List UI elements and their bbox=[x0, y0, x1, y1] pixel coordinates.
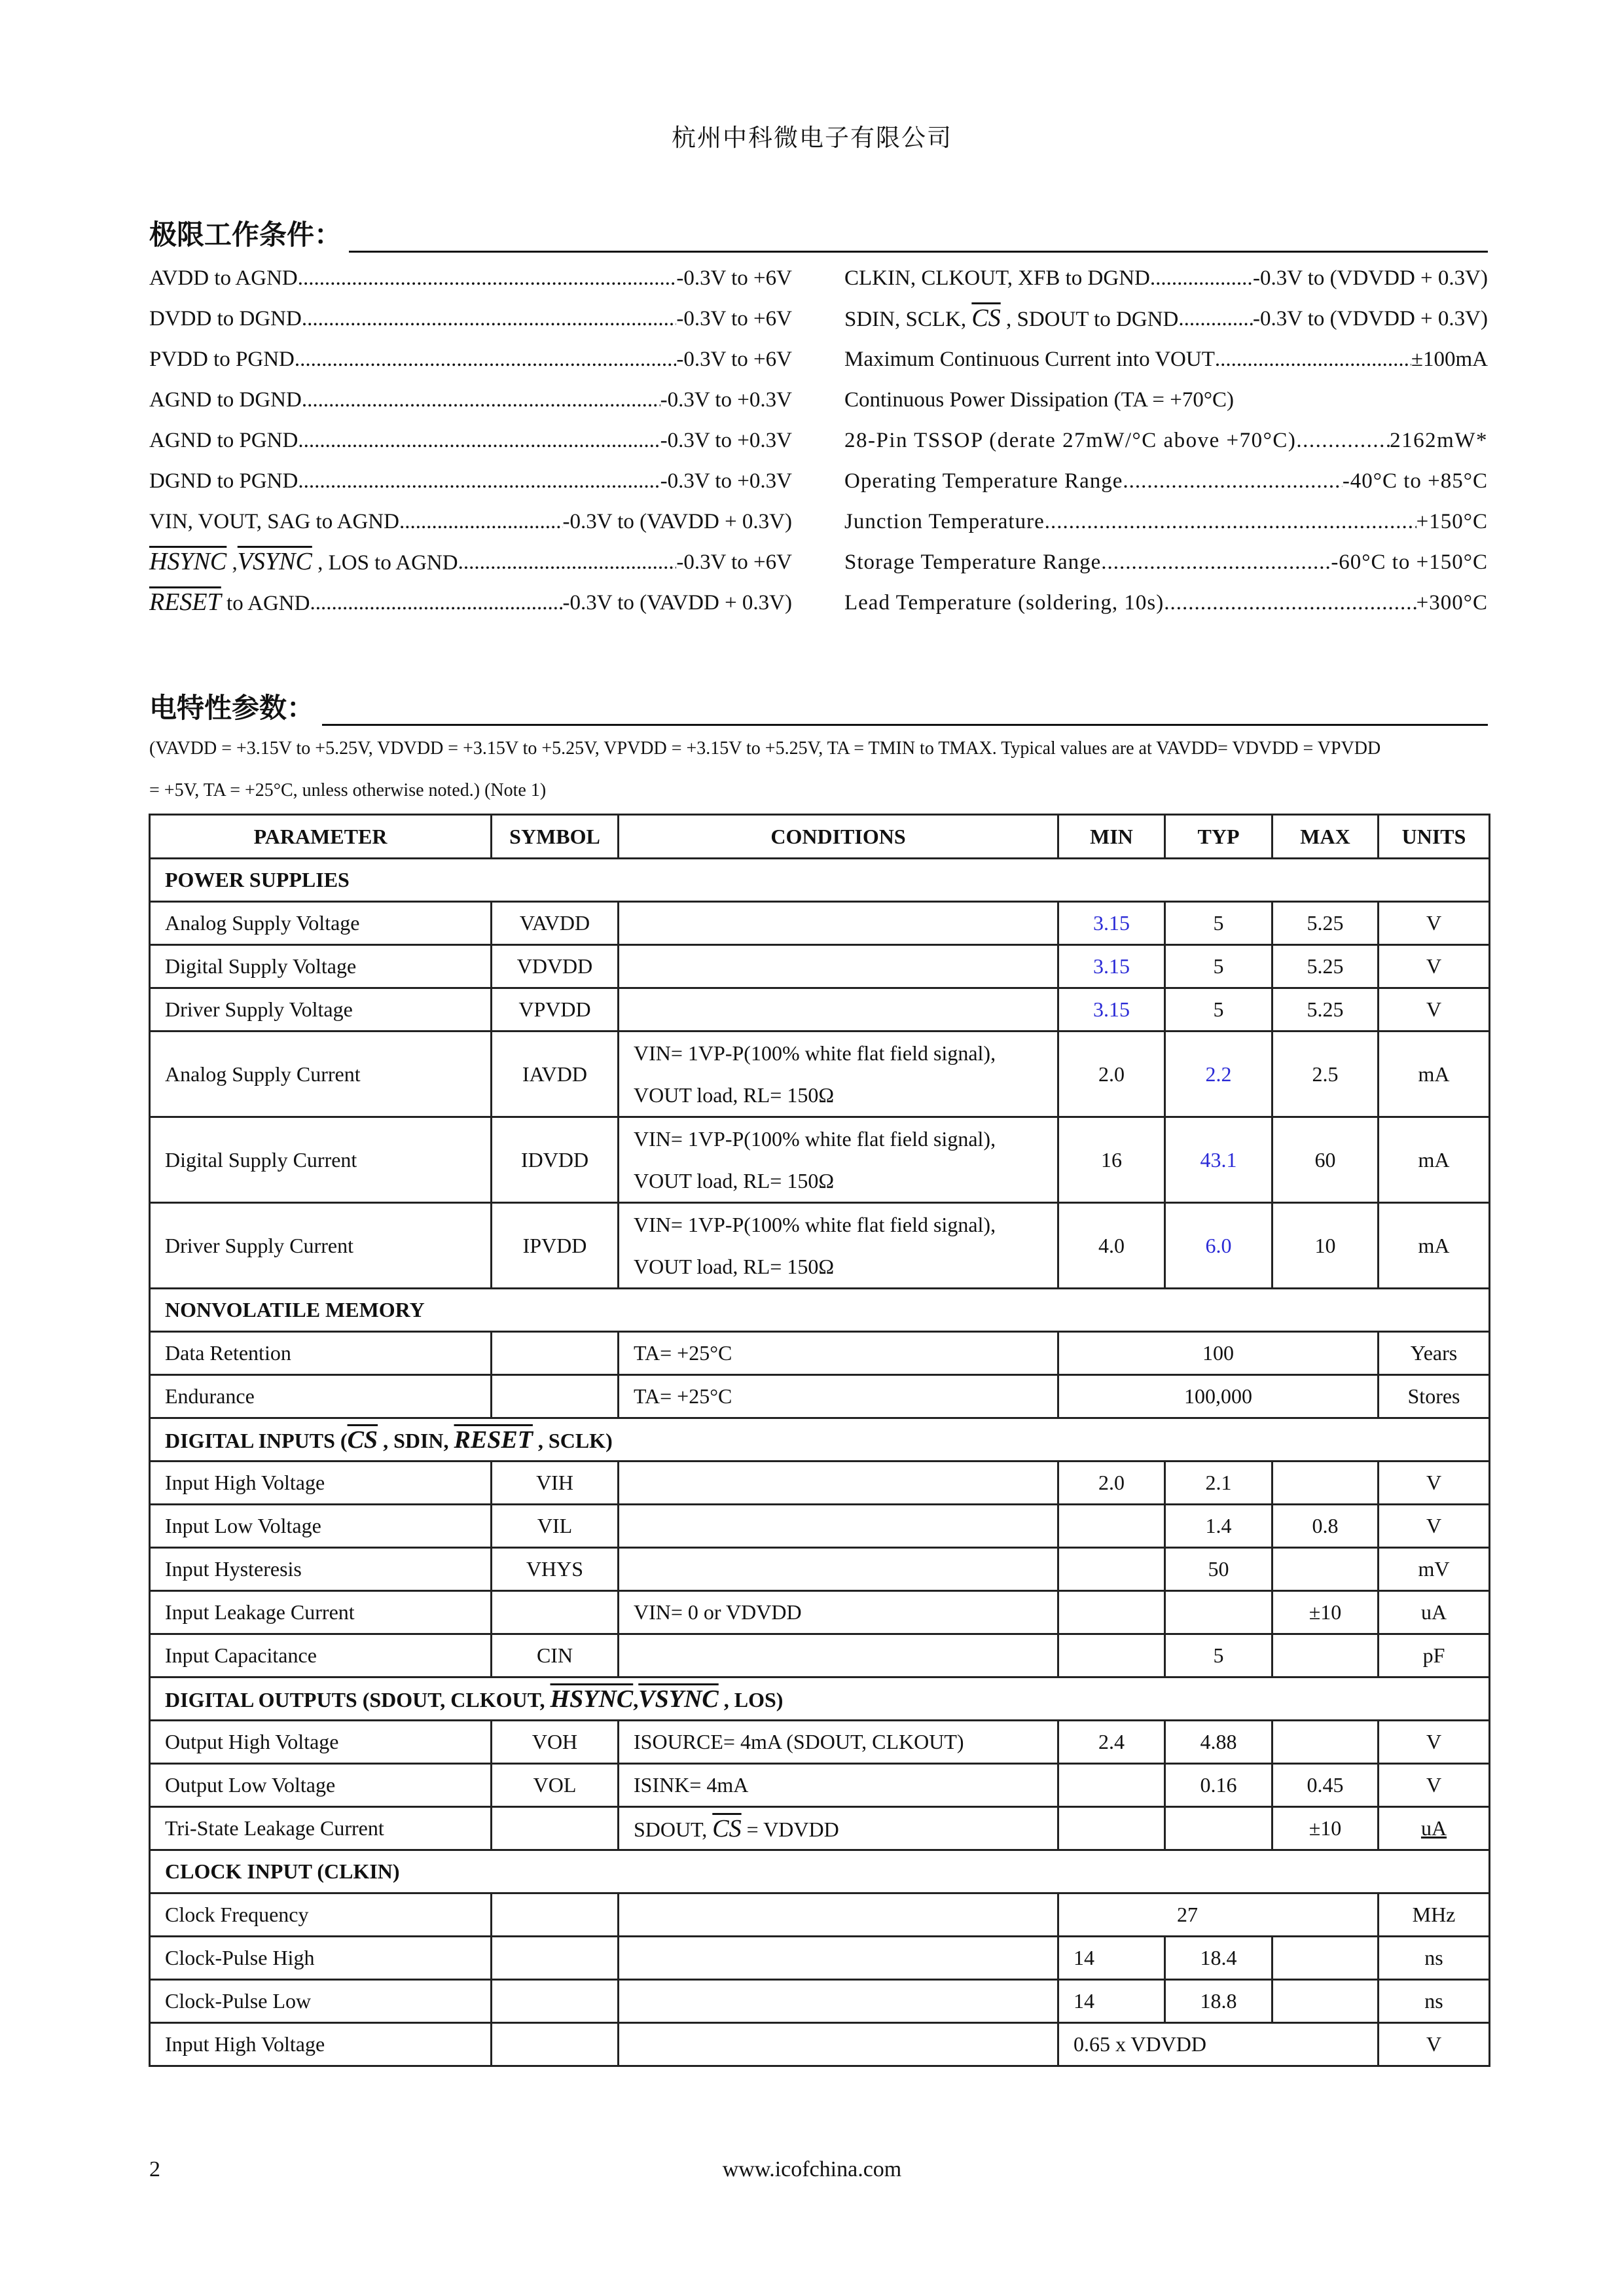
limits-left-column bbox=[149, 258, 792, 623]
hsync-overbar: HSYNC bbox=[550, 1685, 634, 1713]
footer-url: www.icofchina.com bbox=[722, 2157, 902, 2181]
table-row: Clock-Pulse Low 14 18.8 ns bbox=[150, 1980, 1490, 2023]
col-header-max: MAX bbox=[1272, 815, 1379, 859]
table-row: Data Retention TA= +25°C 100 Years bbox=[150, 1332, 1490, 1375]
table-row: Input Leakage Current VIN= 0 or VDVDD ±10 uA bbox=[150, 1591, 1490, 1634]
table-row: Input Hysteresis VHYS 50 mV bbox=[150, 1548, 1490, 1591]
elec-section-title: 电特性参数： bbox=[149, 687, 314, 726]
electrical-characteristics-table bbox=[149, 814, 1490, 2067]
col-header-units: UNITS bbox=[1379, 815, 1490, 859]
col-header-parameter: PARAMETER bbox=[150, 815, 492, 859]
table-row: Input High Voltage VIH 2.0 2.1 V bbox=[150, 1462, 1490, 1505]
limit-row: Storage Temperature Range ..... -60°C to +150°C bbox=[844, 542, 1488, 583]
section-row-digital-outputs: DIGITAL OUTPUTS (SDOUT, CLKOUT, HSYNC,VSYNC , LOS) bbox=[150, 1677, 1490, 1721]
cs-overbar: $\overline{CS}$ bbox=[347, 1426, 378, 1454]
limit-row: HSYNC ,VSYNC , LOS to AGND ..... -0.3V to +6V bbox=[149, 542, 792, 583]
col-header-symbol: SYMBOL bbox=[492, 815, 619, 859]
elec-section-heading bbox=[149, 689, 1488, 728]
reset-overbar: RESET bbox=[454, 1426, 533, 1454]
table-row: Tri-State Leakage Current SDOUT, $\overline{CS}$ = VDVDD ±10 uA bbox=[150, 1807, 1490, 1850]
table-row: Analog Supply Current IAVDD VIN= 1VP-P(100% white flat field signal), VOUT load, RL= 150Ω 2.0 2.2 2.5 mA bbox=[150, 1031, 1490, 1117]
table-row: Clock Frequency 27 MHz bbox=[150, 1893, 1490, 1937]
limit-row: Lead Temperature (soldering, 10s) ..... +300°C bbox=[844, 583, 1488, 623]
limit-row: CLKIN, CLKOUT, XFB to DGND ..... -0.3V to (VDVDD + 0.3V) bbox=[844, 258, 1488, 298]
reset-overbar: RESET bbox=[149, 588, 221, 616]
limit-row: DGND to PGND ..... -0.3V to +0.3V bbox=[149, 461, 792, 501]
table-row: Output Low Voltage VOL ISINK= 4mA 0.16 0.45 V bbox=[150, 1764, 1490, 1807]
table-row: Analog Supply Voltage VAVDD 3.15 5 5.25 V bbox=[150, 902, 1490, 945]
table-row: Driver Supply Current IPVDD VIN= 1VP-P(100% white flat field signal), VOUT load, RL= 150Ω 4.0 6.0 10 mA bbox=[150, 1203, 1490, 1289]
limit-row: AVDD to AGND ..... -0.3V to +6V bbox=[149, 258, 792, 298]
table-row: Endurance TA= +25°C 100,000 Stores bbox=[150, 1375, 1490, 1418]
limits-right-column bbox=[844, 258, 1488, 623]
limit-row: AGND to DGND ..... -0.3V to +0.3V bbox=[149, 380, 792, 420]
table-header-row bbox=[150, 815, 1490, 859]
section-rule bbox=[322, 724, 1488, 726]
conditions-note bbox=[149, 728, 1488, 812]
col-header-conditions: CONDITIONS bbox=[619, 815, 1058, 859]
col-header-typ: TYP bbox=[1165, 815, 1272, 859]
page-number: 2 bbox=[149, 2157, 160, 2181]
cs-overbar: $\overline{CS}$ bbox=[712, 1814, 742, 1842]
table-row: Digital Supply Current IDVDD VIN= 1VP-P(100% white flat field signal), VOUT load, RL= 150Ω 16 43.1 60 mA bbox=[150, 1117, 1490, 1203]
cs-overbar: $\overline{CS}$ bbox=[971, 304, 1001, 332]
vsync-overbar: VSYNC bbox=[237, 548, 312, 575]
table-row: Driver Supply Voltage VPVDD 3.15 5 5.25 V bbox=[150, 988, 1490, 1031]
table-row: Clock-Pulse High 14 18.4 ns bbox=[150, 1937, 1490, 1980]
limit-row: Maximum Continuous Current into VOUT ..... ±100mA bbox=[844, 339, 1488, 380]
table-row: Digital Supply Voltage VDVDD 3.15 5 5.25 V bbox=[150, 945, 1490, 988]
section-row-power: POWER SUPPLIES bbox=[150, 859, 1490, 902]
table-row: Input Capacitance CIN 5 pF bbox=[150, 1634, 1490, 1677]
limit-row: RESET to AGND ..... -0.3V to (VAVDD + 0.3V) bbox=[149, 583, 792, 623]
limit-row: PVDD to PGND ..... -0.3V to +6V bbox=[149, 339, 792, 380]
limit-row: VIN, VOUT, SAG to AGND ..... -0.3V to (VAVDD + 0.3V) bbox=[149, 501, 792, 542]
limit-row: Junction Temperature ..... +150°C bbox=[844, 501, 1488, 542]
limit-row: DVDD to DGND ..... -0.3V to +6V bbox=[149, 298, 792, 339]
section-row-nvm: NONVOLATILE MEMORY bbox=[150, 1289, 1490, 1332]
hsync-overbar: HSYNC bbox=[149, 548, 227, 575]
limit-row: Continuous Power Dissipation (TA = +70°C) bbox=[844, 388, 1235, 412]
table-row: Input Low Voltage VIL 1.4 0.8 V bbox=[150, 1505, 1490, 1548]
conditions-note-line2: = +5V, TA = +25°C, unless otherwise noted.) (Note 1) bbox=[149, 780, 547, 800]
limits-section-heading bbox=[149, 216, 1488, 255]
conditions-note-line1: (VAVDD = +3.15V to +5.25V, VDVDD = +3.15V to +5.25V, VPVDD = +3.15V to +5.25V, TA = TMIN to TMAX. Typical values are at VAVDD= VDVDD = VPVDD bbox=[149, 738, 1381, 759]
section-row-digital-inputs: DIGITAL INPUTS ($\overline{CS}$ , SDIN, RESET , SCLK) bbox=[150, 1418, 1490, 1462]
section-row-clock: CLOCK INPUT (CLKIN) bbox=[150, 1850, 1490, 1893]
col-header-min: MIN bbox=[1058, 815, 1165, 859]
company-header: 杭州中科微电子有限公司 bbox=[672, 124, 952, 152]
limit-row: 28-Pin TSSOP (derate 27mW/°C above +70°C) ..... 2162mW* bbox=[844, 420, 1488, 461]
vsync-overbar: VSYNC bbox=[638, 1685, 719, 1713]
limit-row: Operating Temperature Range ..... -40°C to +85°C bbox=[844, 461, 1488, 501]
limit-row: AGND to PGND ..... -0.3V to +0.3V bbox=[149, 420, 792, 461]
limits-section-title: 极限工作条件： bbox=[149, 213, 342, 253]
section-rule bbox=[349, 251, 1488, 253]
limit-row: SDIN, SCLK, $\overline{CS}$ , SDOUT to DGND ..... -0.3V to (VDVDD + 0.3V) bbox=[844, 298, 1488, 339]
table-row: Input High Voltage 0.65 x VDVDD V bbox=[150, 2023, 1490, 2066]
table-row: Output High Voltage VOH ISOURCE= 4mA (SDOUT, CLKOUT) 2.4 4.88 V bbox=[150, 1721, 1490, 1764]
